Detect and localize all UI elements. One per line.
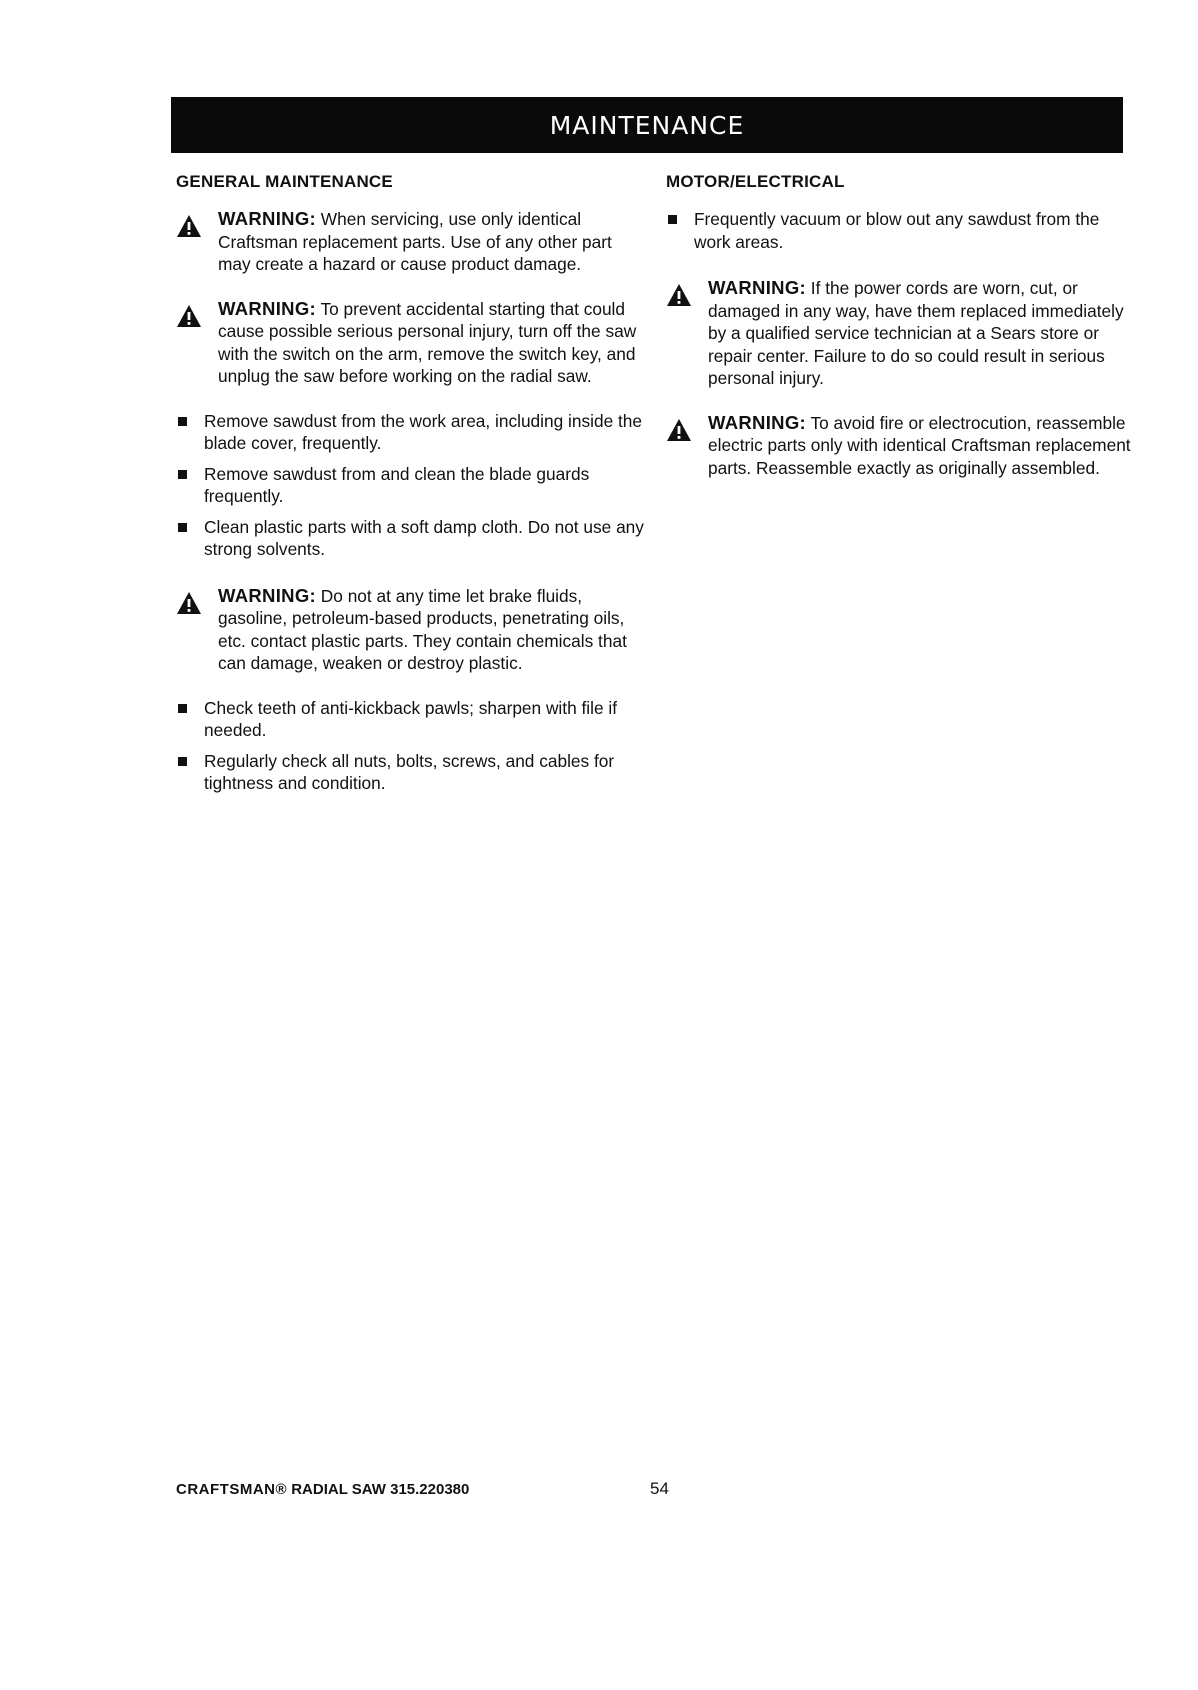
warning-triangle-icon: [176, 214, 202, 238]
warning-accidental-starting: [176, 298, 646, 388]
warning-plastic-parts: [176, 585, 646, 675]
warning-replacement-parts: [176, 208, 646, 276]
list-item-text: Remove sawdust from the work area, including inside the blade cover, frequently.: [204, 410, 643, 453]
warning-label: WARNING:: [708, 277, 806, 298]
list-item-text: Check teeth of anti-kickback pawls; sharpen with file if needed.: [204, 697, 618, 740]
warning-triangle-icon: [176, 304, 202, 328]
list-item-text: Clean plastic parts with a soft damp cloth. Do not use any strong solvents.: [204, 516, 644, 559]
section-title: MAINTENANCE: [549, 110, 745, 140]
warning-text: Do not at any time let brake fluids, gasoline, petroleum-based products, penetrating oils, etc. contact plastic parts. They contain chemicals that can damage, weaken or destroy plastic.: [218, 585, 627, 673]
warning-text: If the power cords are worn, cut, or damaged in any way, have them replaced immediately by a qualified service technician at a Sears store or repair center. Failure to do so could result in serious personal injury.: [708, 278, 1124, 388]
footer-model-info: [176, 1481, 469, 1498]
motor-electrical-column: [666, 170, 1136, 501]
list-item: [176, 516, 646, 561]
bullet-square-icon: [178, 757, 187, 766]
list-item-text: Frequently vacuum or blow out any sawdust from the work areas.: [694, 209, 1100, 252]
motor-electrical-heading: MOTOR/ELECTRICAL: [666, 172, 845, 191]
warning-text: To prevent accidental starting that could cause possible serious personal injury, turn off the saw with the switch on the arm, remove the switch key, and unplug the saw before working on the radial saw.: [218, 298, 637, 386]
warning-fire-electrocution: [666, 412, 1136, 480]
list-item-text: Remove sawdust from and clean the blade guards frequently.: [204, 463, 590, 506]
bullet-square-icon: [178, 417, 187, 426]
warning-label: WARNING:: [708, 411, 806, 433]
page-number: 54: [650, 1479, 669, 1498]
list-item: [176, 410, 646, 455]
list-item: [176, 697, 646, 742]
warning-text: To avoid fire or electrocution, reassemble electric parts only with identical Craftsman replacement parts. Reassemble exactly as originally assembled.: [708, 412, 1131, 478]
section-banner: [171, 97, 1123, 153]
bullet-square-icon: [178, 704, 187, 713]
bullet-square-icon: [178, 523, 187, 532]
model-number: RADIAL SAW 315.220380: [291, 1481, 470, 1498]
warning-triangle-icon: [176, 591, 202, 615]
warning-label: WARNING:: [218, 584, 316, 606]
warning-label: WARNING:: [218, 208, 316, 229]
list-item: [666, 208, 1136, 253]
general-maintenance-column: [176, 170, 646, 803]
brand-logo: CRAFTSMAN®: [176, 1481, 288, 1498]
warning-label: WARNING:: [218, 297, 316, 319]
warning-triangle-icon: [666, 283, 692, 307]
general-maintenance-heading: GENERAL MAINTENANCE: [176, 172, 393, 191]
list-item: [176, 750, 646, 795]
warning-triangle-icon: [666, 418, 692, 442]
warning-power-cords: [666, 277, 1136, 390]
list-item: [176, 463, 646, 508]
warning-text: When servicing, use only identical Craftsman replacement parts. Use of any other part may create a hazard or cause product damage.: [218, 209, 612, 274]
bullet-square-icon: [178, 470, 187, 479]
list-item-text: Regularly check all nuts, bolts, screws, and cables for tightness and condition.: [204, 750, 615, 793]
bullet-square-icon: [668, 215, 677, 224]
